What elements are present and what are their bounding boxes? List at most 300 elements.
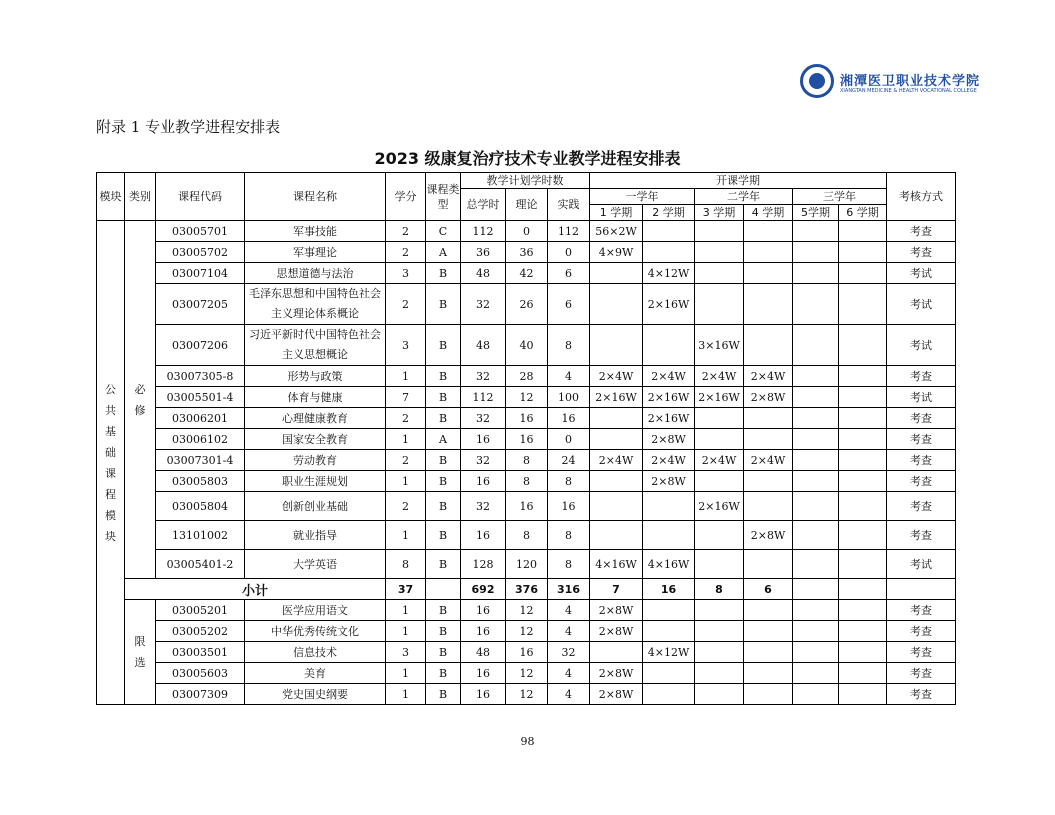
table-row bbox=[97, 450, 956, 471]
cell-s4: 2×8W bbox=[744, 387, 793, 408]
cell-credit: 2 bbox=[386, 284, 426, 325]
cell-s2: 2×16W bbox=[643, 387, 695, 408]
cell-s5 bbox=[793, 429, 839, 450]
course-name: 体育与健康 bbox=[245, 387, 386, 408]
course-name: 创新创业基础 bbox=[245, 492, 386, 521]
cell-s5 bbox=[793, 284, 839, 325]
cell-theory: 0 bbox=[506, 221, 548, 242]
header-s2: 2 学期 bbox=[643, 205, 695, 221]
college-name: 湘潭医卫职业技术学院 bbox=[840, 74, 981, 89]
header-theory: 理论 bbox=[506, 189, 548, 221]
cell-s2: 2×16W bbox=[643, 408, 695, 429]
cell-s1: 4×16W bbox=[590, 550, 643, 579]
cell-practice: 0 bbox=[548, 242, 590, 263]
table-row bbox=[97, 325, 956, 366]
cell-s5 bbox=[793, 408, 839, 429]
cell-total: 16 bbox=[461, 429, 506, 450]
table-row bbox=[97, 600, 956, 621]
cell-s2: 4×12W bbox=[643, 642, 695, 663]
cell-s3: 3×16W bbox=[695, 325, 744, 366]
cell-s2: 2×16W bbox=[643, 284, 695, 325]
cell-practice: 100 bbox=[548, 387, 590, 408]
course-name: 军事技能 bbox=[245, 221, 386, 242]
cell-practice: 8 bbox=[548, 550, 590, 579]
cell-s5 bbox=[793, 387, 839, 408]
cell-assess: 考查 bbox=[887, 642, 956, 663]
cell-s4 bbox=[744, 325, 793, 366]
cell-s4 bbox=[744, 684, 793, 705]
course-name: 党史国史纲要 bbox=[245, 684, 386, 705]
course-name: 习近平新时代中国特色社会主义思想概论 bbox=[245, 325, 386, 366]
cell-s4 bbox=[744, 471, 793, 492]
cell-total: 32 bbox=[461, 450, 506, 471]
cell-theory: 16 bbox=[506, 642, 548, 663]
cell-s6 bbox=[839, 663, 887, 684]
table-row bbox=[97, 284, 956, 325]
cell-practice: 16 bbox=[548, 492, 590, 521]
course-code: 03007301-4 bbox=[156, 450, 245, 471]
header-module: 模块 bbox=[97, 173, 125, 221]
cell-s4 bbox=[744, 642, 793, 663]
header-category: 类别 bbox=[125, 173, 156, 221]
course-code: 03007205 bbox=[156, 284, 245, 325]
cell-s4: 2×8W bbox=[744, 521, 793, 550]
cell-s5 bbox=[793, 600, 839, 621]
cell-s4 bbox=[744, 492, 793, 521]
cell-credit: 1 bbox=[386, 600, 426, 621]
cell-type: B bbox=[426, 492, 461, 521]
cell-s1 bbox=[590, 408, 643, 429]
cell-type: B bbox=[426, 642, 461, 663]
cell-s6 bbox=[839, 387, 887, 408]
cell-type: B bbox=[426, 263, 461, 284]
cell-credit: 1 bbox=[386, 621, 426, 642]
cell-s3: 2×16W bbox=[695, 492, 744, 521]
table-row bbox=[97, 621, 956, 642]
cell-s1 bbox=[590, 471, 643, 492]
cell-s2: 2×8W bbox=[643, 471, 695, 492]
category-elective-label: 限选 bbox=[134, 635, 146, 669]
cell-total: 32 bbox=[461, 408, 506, 429]
cell-assess: 考查 bbox=[887, 621, 956, 642]
cell-assess: 考查 bbox=[887, 492, 956, 521]
table-row bbox=[97, 492, 956, 521]
cell-s3 bbox=[695, 521, 744, 550]
cell-type: B bbox=[426, 408, 461, 429]
cell-theory: 120 bbox=[506, 550, 548, 579]
course-name: 中华优秀传统文化 bbox=[245, 621, 386, 642]
course-name: 心理健康教育 bbox=[245, 408, 386, 429]
cell-practice: 8 bbox=[548, 325, 590, 366]
table-row bbox=[97, 263, 956, 284]
course-code: 03005804 bbox=[156, 492, 245, 521]
cell-s2: 2×4W bbox=[643, 450, 695, 471]
cell-total: 16 bbox=[461, 684, 506, 705]
cell-s3 bbox=[695, 684, 744, 705]
cell-assess: 考查 bbox=[887, 663, 956, 684]
cell-s5 bbox=[793, 366, 839, 387]
cell-assess: 考试 bbox=[887, 550, 956, 579]
cell-practice: 6 bbox=[548, 284, 590, 325]
cell-practice: 112 bbox=[548, 221, 590, 242]
cell-s2 bbox=[643, 663, 695, 684]
subtotal-s3: 8 bbox=[695, 579, 744, 600]
cell-s1: 2×16W bbox=[590, 387, 643, 408]
cell-total: 48 bbox=[461, 325, 506, 366]
schedule-table bbox=[96, 172, 956, 705]
cell-type: B bbox=[426, 366, 461, 387]
cell-s6 bbox=[839, 600, 887, 621]
cell-s2 bbox=[643, 684, 695, 705]
cell-assess: 考查 bbox=[887, 521, 956, 550]
appendix-title: 附录 1 专业教学进程安排表 bbox=[96, 118, 281, 136]
cell-s5 bbox=[793, 242, 839, 263]
subtotal-theory: 376 bbox=[506, 579, 548, 600]
header-year1: 一学年 bbox=[590, 189, 695, 205]
cell-s3 bbox=[695, 550, 744, 579]
cell-s6 bbox=[839, 263, 887, 284]
cell-s1: 2×4W bbox=[590, 450, 643, 471]
cell-credit: 2 bbox=[386, 492, 426, 521]
cell-assess: 考试 bbox=[887, 263, 956, 284]
cell-s2: 4×12W bbox=[643, 263, 695, 284]
cell-credit: 2 bbox=[386, 408, 426, 429]
cell-credit: 1 bbox=[386, 429, 426, 450]
header-s5: 5学期 bbox=[793, 205, 839, 221]
table-title: 2023 级康复治疗技术专业教学进程安排表 bbox=[374, 149, 681, 168]
cell-s5 bbox=[793, 263, 839, 284]
cell-s3 bbox=[695, 429, 744, 450]
cell-total: 16 bbox=[461, 600, 506, 621]
cell-practice: 24 bbox=[548, 450, 590, 471]
cell-s4 bbox=[744, 263, 793, 284]
cell-s2: 4×16W bbox=[643, 550, 695, 579]
cell-s6 bbox=[839, 642, 887, 663]
course-code: 03005201 bbox=[156, 600, 245, 621]
cell-practice: 16 bbox=[548, 408, 590, 429]
cell-type: A bbox=[426, 242, 461, 263]
cell-practice: 8 bbox=[548, 521, 590, 550]
cell-type: B bbox=[426, 325, 461, 366]
cell-assess: 考查 bbox=[887, 471, 956, 492]
cell-s2 bbox=[643, 492, 695, 521]
cell-credit: 2 bbox=[386, 242, 426, 263]
cell-s4 bbox=[744, 550, 793, 579]
cell-theory: 26 bbox=[506, 284, 548, 325]
cell-s1 bbox=[590, 263, 643, 284]
cell-theory: 12 bbox=[506, 600, 548, 621]
cell-type: C bbox=[426, 221, 461, 242]
cell-total: 16 bbox=[461, 471, 506, 492]
cell-s2: 2×8W bbox=[643, 429, 695, 450]
table-row bbox=[97, 471, 956, 492]
table-row bbox=[97, 642, 956, 663]
header-assess: 考核方式 bbox=[887, 173, 956, 221]
cell-credit: 8 bbox=[386, 550, 426, 579]
cell-total: 16 bbox=[461, 621, 506, 642]
cell-s5 bbox=[793, 621, 839, 642]
cell-s6 bbox=[839, 450, 887, 471]
cell-assess: 考查 bbox=[887, 221, 956, 242]
course-code: 03005202 bbox=[156, 621, 245, 642]
subtotal-practice: 316 bbox=[548, 579, 590, 600]
cell-credit: 1 bbox=[386, 684, 426, 705]
cell-s4 bbox=[744, 221, 793, 242]
cell-total: 36 bbox=[461, 242, 506, 263]
table-row bbox=[97, 242, 956, 263]
subtotal-s1: 7 bbox=[590, 579, 643, 600]
cell-s1: 2×8W bbox=[590, 663, 643, 684]
table-row bbox=[97, 366, 956, 387]
cell-s3: 2×16W bbox=[695, 387, 744, 408]
cell-s3 bbox=[695, 471, 744, 492]
cell-s1: 2×8W bbox=[590, 621, 643, 642]
cell-type: B bbox=[426, 284, 461, 325]
module-cell bbox=[97, 221, 125, 705]
subtotal-s6 bbox=[839, 579, 887, 600]
cell-credit: 7 bbox=[386, 387, 426, 408]
cell-type: B bbox=[426, 471, 461, 492]
cell-practice: 4 bbox=[548, 621, 590, 642]
cell-total: 16 bbox=[461, 521, 506, 550]
course-code: 03005701 bbox=[156, 221, 245, 242]
cell-s1 bbox=[590, 429, 643, 450]
table-row bbox=[97, 387, 956, 408]
cell-theory: 28 bbox=[506, 366, 548, 387]
cell-s2 bbox=[643, 600, 695, 621]
course-name: 毛泽东思想和中国特色社会主义理论体系概论 bbox=[245, 284, 386, 325]
header-credit: 学分 bbox=[386, 173, 426, 221]
cell-total: 112 bbox=[461, 387, 506, 408]
cell-total: 128 bbox=[461, 550, 506, 579]
cell-total: 48 bbox=[461, 642, 506, 663]
cell-s5 bbox=[793, 550, 839, 579]
cell-s6 bbox=[839, 684, 887, 705]
course-code: 03003501 bbox=[156, 642, 245, 663]
college-seal-icon bbox=[800, 64, 834, 98]
cell-practice: 4 bbox=[548, 366, 590, 387]
cell-assess: 考查 bbox=[887, 408, 956, 429]
cell-s1 bbox=[590, 521, 643, 550]
cell-practice: 0 bbox=[548, 429, 590, 450]
cell-total: 112 bbox=[461, 221, 506, 242]
cell-assess: 考查 bbox=[887, 429, 956, 450]
cell-total: 48 bbox=[461, 263, 506, 284]
cell-s3 bbox=[695, 242, 744, 263]
cell-total: 32 bbox=[461, 492, 506, 521]
category-elective-cell bbox=[125, 600, 156, 705]
course-name: 就业指导 bbox=[245, 521, 386, 550]
header-semester-group: 开课学期 bbox=[590, 173, 887, 189]
cell-assess: 考查 bbox=[887, 450, 956, 471]
cell-assess: 考查 bbox=[887, 600, 956, 621]
cell-type: B bbox=[426, 600, 461, 621]
cell-s3 bbox=[695, 263, 744, 284]
subtotal-s5 bbox=[793, 579, 839, 600]
course-name: 职业生涯规划 bbox=[245, 471, 386, 492]
cell-assess: 考查 bbox=[887, 366, 956, 387]
course-code: 03006201 bbox=[156, 408, 245, 429]
cell-s4 bbox=[744, 621, 793, 642]
cell-s1: 4×9W bbox=[590, 242, 643, 263]
cell-theory: 40 bbox=[506, 325, 548, 366]
cell-s1: 2×8W bbox=[590, 600, 643, 621]
cell-s6 bbox=[839, 621, 887, 642]
header-s4: 4 学期 bbox=[744, 205, 793, 221]
course-name: 医学应用语文 bbox=[245, 600, 386, 621]
cell-s6 bbox=[839, 221, 887, 242]
cell-total: 32 bbox=[461, 284, 506, 325]
cell-total: 32 bbox=[461, 366, 506, 387]
cell-theory: 16 bbox=[506, 492, 548, 521]
college-name-en: XIANGTAN MEDICINE & HEALTH VOCATIONAL COLLEGE bbox=[840, 88, 977, 94]
cell-theory: 16 bbox=[506, 408, 548, 429]
cell-practice: 32 bbox=[548, 642, 590, 663]
cell-practice: 4 bbox=[548, 684, 590, 705]
cell-practice: 4 bbox=[548, 663, 590, 684]
course-name: 美育 bbox=[245, 663, 386, 684]
cell-credit: 1 bbox=[386, 366, 426, 387]
cell-practice: 6 bbox=[548, 263, 590, 284]
table-row bbox=[97, 429, 956, 450]
header-practice: 实践 bbox=[548, 189, 590, 221]
header-s6: 6 学期 bbox=[839, 205, 887, 221]
cell-type: A bbox=[426, 429, 461, 450]
cell-theory: 12 bbox=[506, 387, 548, 408]
cell-credit: 2 bbox=[386, 450, 426, 471]
cell-s6 bbox=[839, 550, 887, 579]
cell-s1 bbox=[590, 492, 643, 521]
course-code: 03005401-2 bbox=[156, 550, 245, 579]
cell-total: 16 bbox=[461, 663, 506, 684]
cell-s4 bbox=[744, 242, 793, 263]
header-type: 课程类型 bbox=[426, 173, 461, 221]
cell-s2 bbox=[643, 221, 695, 242]
cell-assess: 考试 bbox=[887, 387, 956, 408]
header-code: 课程代码 bbox=[156, 173, 245, 221]
page-number: 98 bbox=[520, 735, 535, 748]
cell-s5 bbox=[793, 325, 839, 366]
cell-s5 bbox=[793, 492, 839, 521]
subtotal-row bbox=[97, 579, 956, 600]
cell-s5 bbox=[793, 684, 839, 705]
subtotal-s2: 16 bbox=[643, 579, 695, 600]
cell-type: B bbox=[426, 550, 461, 579]
cell-theory: 12 bbox=[506, 621, 548, 642]
course-code: 03007309 bbox=[156, 684, 245, 705]
course-code: 03007104 bbox=[156, 263, 245, 284]
cell-s4 bbox=[744, 284, 793, 325]
cell-s4 bbox=[744, 663, 793, 684]
cell-s6 bbox=[839, 284, 887, 325]
module-label: 公共基础课程模块 bbox=[105, 382, 116, 543]
cell-s3 bbox=[695, 221, 744, 242]
cell-theory: 8 bbox=[506, 471, 548, 492]
cell-credit: 2 bbox=[386, 221, 426, 242]
cell-assess: 考试 bbox=[887, 325, 956, 366]
cell-theory: 8 bbox=[506, 450, 548, 471]
course-name: 信息技术 bbox=[245, 642, 386, 663]
cell-s2 bbox=[643, 325, 695, 366]
cell-s4 bbox=[744, 408, 793, 429]
cell-s5 bbox=[793, 450, 839, 471]
cell-credit: 1 bbox=[386, 663, 426, 684]
cell-credit: 3 bbox=[386, 263, 426, 284]
cell-type: B bbox=[426, 621, 461, 642]
cell-s6 bbox=[839, 242, 887, 263]
cell-assess: 考试 bbox=[887, 284, 956, 325]
cell-s4: 2×4W bbox=[744, 366, 793, 387]
course-code: 13101002 bbox=[156, 521, 245, 550]
course-name: 思想道德与法治 bbox=[245, 263, 386, 284]
subtotal-assess bbox=[887, 579, 956, 600]
cell-s1: 56×2W bbox=[590, 221, 643, 242]
cell-theory: 16 bbox=[506, 429, 548, 450]
cell-s1 bbox=[590, 325, 643, 366]
cell-s1: 2×4W bbox=[590, 366, 643, 387]
table-row bbox=[97, 684, 956, 705]
header-year3: 三学年 bbox=[793, 189, 887, 205]
category-required-cell bbox=[125, 221, 156, 579]
cell-type: B bbox=[426, 663, 461, 684]
table-row bbox=[97, 408, 956, 429]
cell-s1 bbox=[590, 284, 643, 325]
header-name: 课程名称 bbox=[245, 173, 386, 221]
cell-assess: 考查 bbox=[887, 684, 956, 705]
course-name: 大学英语 bbox=[245, 550, 386, 579]
cell-s3 bbox=[695, 663, 744, 684]
subtotal-credit: 37 bbox=[386, 579, 426, 600]
cell-s5 bbox=[793, 663, 839, 684]
cell-credit: 1 bbox=[386, 471, 426, 492]
course-code: 03006102 bbox=[156, 429, 245, 450]
cell-type: B bbox=[426, 684, 461, 705]
cell-s3: 2×4W bbox=[695, 450, 744, 471]
cell-s3 bbox=[695, 642, 744, 663]
cell-theory: 12 bbox=[506, 663, 548, 684]
cell-s3 bbox=[695, 408, 744, 429]
cell-s3: 2×4W bbox=[695, 366, 744, 387]
header-s3: 3 学期 bbox=[695, 205, 744, 221]
course-name: 劳动教育 bbox=[245, 450, 386, 471]
cell-s2 bbox=[643, 621, 695, 642]
table-row bbox=[97, 663, 956, 684]
course-code: 03005501-4 bbox=[156, 387, 245, 408]
header-year2: 二学年 bbox=[695, 189, 793, 205]
college-logo bbox=[800, 64, 981, 106]
cell-s3 bbox=[695, 621, 744, 642]
cell-credit: 3 bbox=[386, 642, 426, 663]
cell-s4 bbox=[744, 429, 793, 450]
cell-type: B bbox=[426, 387, 461, 408]
cell-theory: 12 bbox=[506, 684, 548, 705]
cell-s6 bbox=[839, 325, 887, 366]
cell-s4 bbox=[744, 600, 793, 621]
cell-s5 bbox=[793, 471, 839, 492]
cell-s6 bbox=[839, 471, 887, 492]
table-row bbox=[97, 221, 956, 242]
cell-s4: 2×4W bbox=[744, 450, 793, 471]
header-total: 总学时 bbox=[461, 189, 506, 221]
cell-credit: 3 bbox=[386, 325, 426, 366]
cell-s6 bbox=[839, 521, 887, 550]
course-name: 形势与政策 bbox=[245, 366, 386, 387]
cell-s1 bbox=[590, 642, 643, 663]
course-code: 03007305-8 bbox=[156, 366, 245, 387]
cell-assess: 考查 bbox=[887, 242, 956, 263]
header-s1: 1 学期 bbox=[590, 205, 643, 221]
cell-s2: 2×4W bbox=[643, 366, 695, 387]
